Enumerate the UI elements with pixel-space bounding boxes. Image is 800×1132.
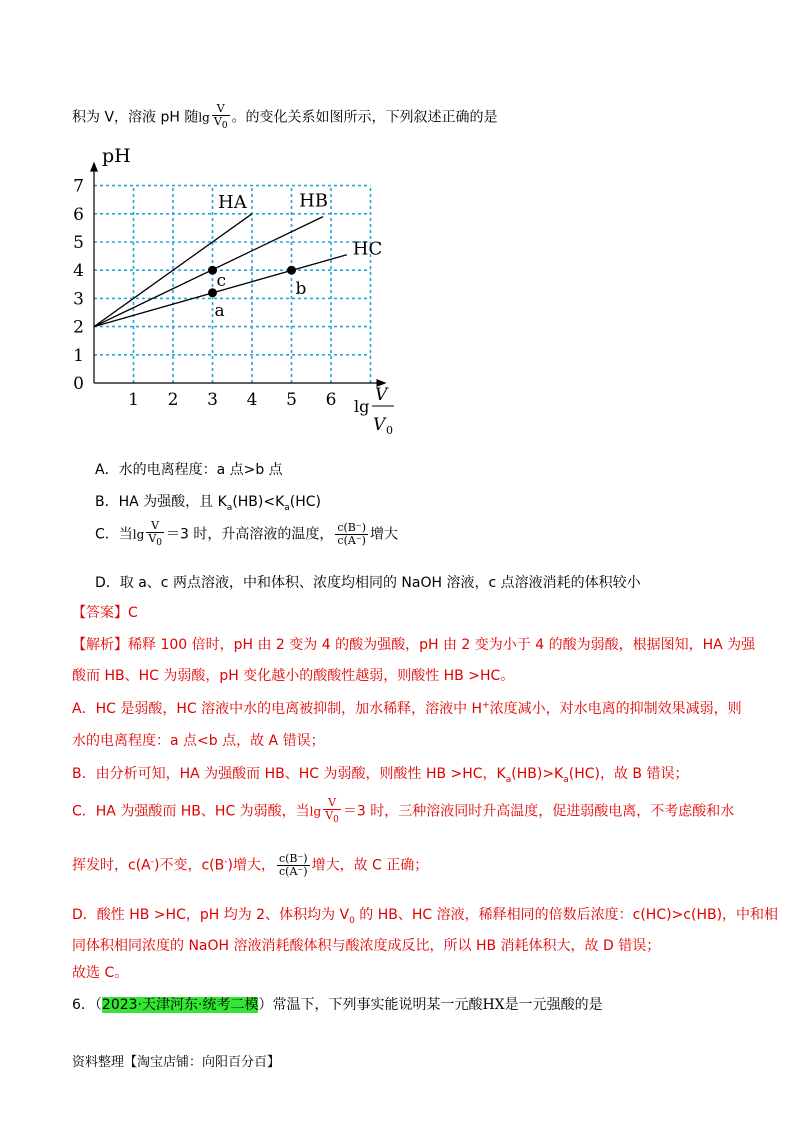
option-b: B．HA 为强酸，且 $K_a(HB)<K_a(HC)$ (95, 494, 322, 513)
point-b (287, 266, 296, 275)
y-tick-label: 7 (73, 176, 84, 197)
point-label-b: b (295, 279, 307, 300)
analysis-c-line-1: C．HA 为强酸而 HB、HC 为弱酸，当lg $\frac{V}{V_0}$ ＝3 时，三种溶液同时升高温度，促进弱酸电离，不考虑酸和水 (72, 796, 735, 826)
y-axis-label: pH (102, 145, 131, 167)
point-a (208, 288, 217, 297)
y-tick-label: 1 (73, 345, 84, 366)
x-tick-label: 6 (325, 390, 337, 410)
x-tick-label: 3 (207, 390, 218, 410)
x-tick-label: 1 (128, 390, 139, 410)
series-label-hc: HC (352, 238, 383, 260)
y-tick-label: 3 (73, 289, 84, 310)
point-label-c: c (216, 271, 227, 292)
x-axis-label (354, 385, 394, 437)
chart-points (208, 266, 307, 321)
analysis-c-line-2: 挥发时，c(A-)不变，c(B-)增大， $\frac{c(B^-)}{c(A^-)}$ 增大，故 C 正确； (72, 852, 429, 878)
chart-series (94, 191, 382, 327)
chart-grid (94, 186, 371, 383)
y-tick-label: 4 (73, 261, 84, 282)
source-highlight: 2023·天津河东·统考二模 (101, 997, 259, 1013)
analysis-a-line-2: 水的电离程度：a 点<b 点，故 A 错误； (72, 733, 325, 749)
x-tick-label: 5 (286, 390, 297, 410)
option-d: D．取 a、c 两点溶液，中和体积、浓度均相同的 NaOH 溶液，c 点溶液消耗的体积较小 (95, 575, 641, 591)
v-over-v0-fraction: $\frac{V}{V_0}$ (213, 102, 228, 132)
lg-label: lg (198, 110, 210, 125)
y-tick-label: 0 (73, 374, 84, 394)
analysis-line-2: 酸而 HB、HC 为弱酸，pH 变化越小的酸酸性越弱，则酸性 HB >HC。 (72, 668, 515, 684)
series-label-ha: HA (218, 191, 247, 213)
y-tick-label: 2 (73, 317, 84, 338)
question-intro: 积为 V，溶液 pH 随lg $\frac{V}{V_0}$ 。的变化关系如图所示，下列叙述正确的是 (72, 102, 498, 132)
svg-text:V: V (373, 415, 386, 435)
footer-source: 资料整理【淘宝店铺：向阳百分百】 (72, 1055, 281, 1070)
answer-line: 【答案】C (72, 605, 138, 621)
analysis-line-1: 【解析】稀释 100 倍时，pH 由 2 变为 4 的酸为强酸，pH 由 2 变为小于 4 的酸为弱酸，根据图知，HA 为强 (72, 637, 756, 653)
x-tick-label: 2 (167, 390, 179, 410)
svg-text:lg: lg (354, 397, 370, 416)
y-axis-arrow (90, 162, 98, 172)
ph-dilution-chart (72, 140, 412, 445)
series-label-hb: HB (299, 190, 329, 212)
x-tick-label: 4 (246, 390, 258, 410)
analysis-conclusion: 故选 C。 (72, 965, 129, 981)
analysis-a-line-1: A．HC 是弱酸，HC 溶液中水的电离被抑制，加水稀释，溶液中 H+浓度减小，对水电离的抑制效果减弱，则 (72, 700, 742, 717)
analysis-b-line: B．由分析可知，HA 为强酸而 HB、HC 为弱酸，则酸性 HB >HC，$K_a(HB)>K_a(HC)$，故 B 错误； (72, 766, 689, 785)
y-tick-label: 6 (73, 204, 84, 225)
svg-text:V: V (375, 385, 388, 405)
analysis-d-line-1: D．酸性 HB >HC，pH 均为 2、体积均为 $V_0$ 的 HB、HC 溶液，稀释相同的倍数后浓度：c(HC)>c(HB)，中和相 (72, 907, 779, 926)
next-question: 6．（2023·天津河东·统考二模）常温下，下列事实能说明某一元酸HX是一元强酸的是 (72, 997, 603, 1013)
option-a: A．水的电离程度：a 点>b 点 (95, 462, 283, 478)
analysis-d-line-2: 同体积相同浓度的 NaOH 溶液消耗酸体积与酸浓度成反比，所以 HB 消耗体积大，故 D 错误； (72, 938, 661, 954)
point-label-a: a (214, 300, 225, 321)
y-tick-label: 5 (73, 233, 84, 253)
option-c: C．当lg $\frac{V}{V_0}$ ＝3 时，升高溶液的温度， $\frac{c(B^-)}{c(A^-)}$ 增大 (95, 519, 398, 549)
svg-text:0: 0 (386, 424, 393, 437)
